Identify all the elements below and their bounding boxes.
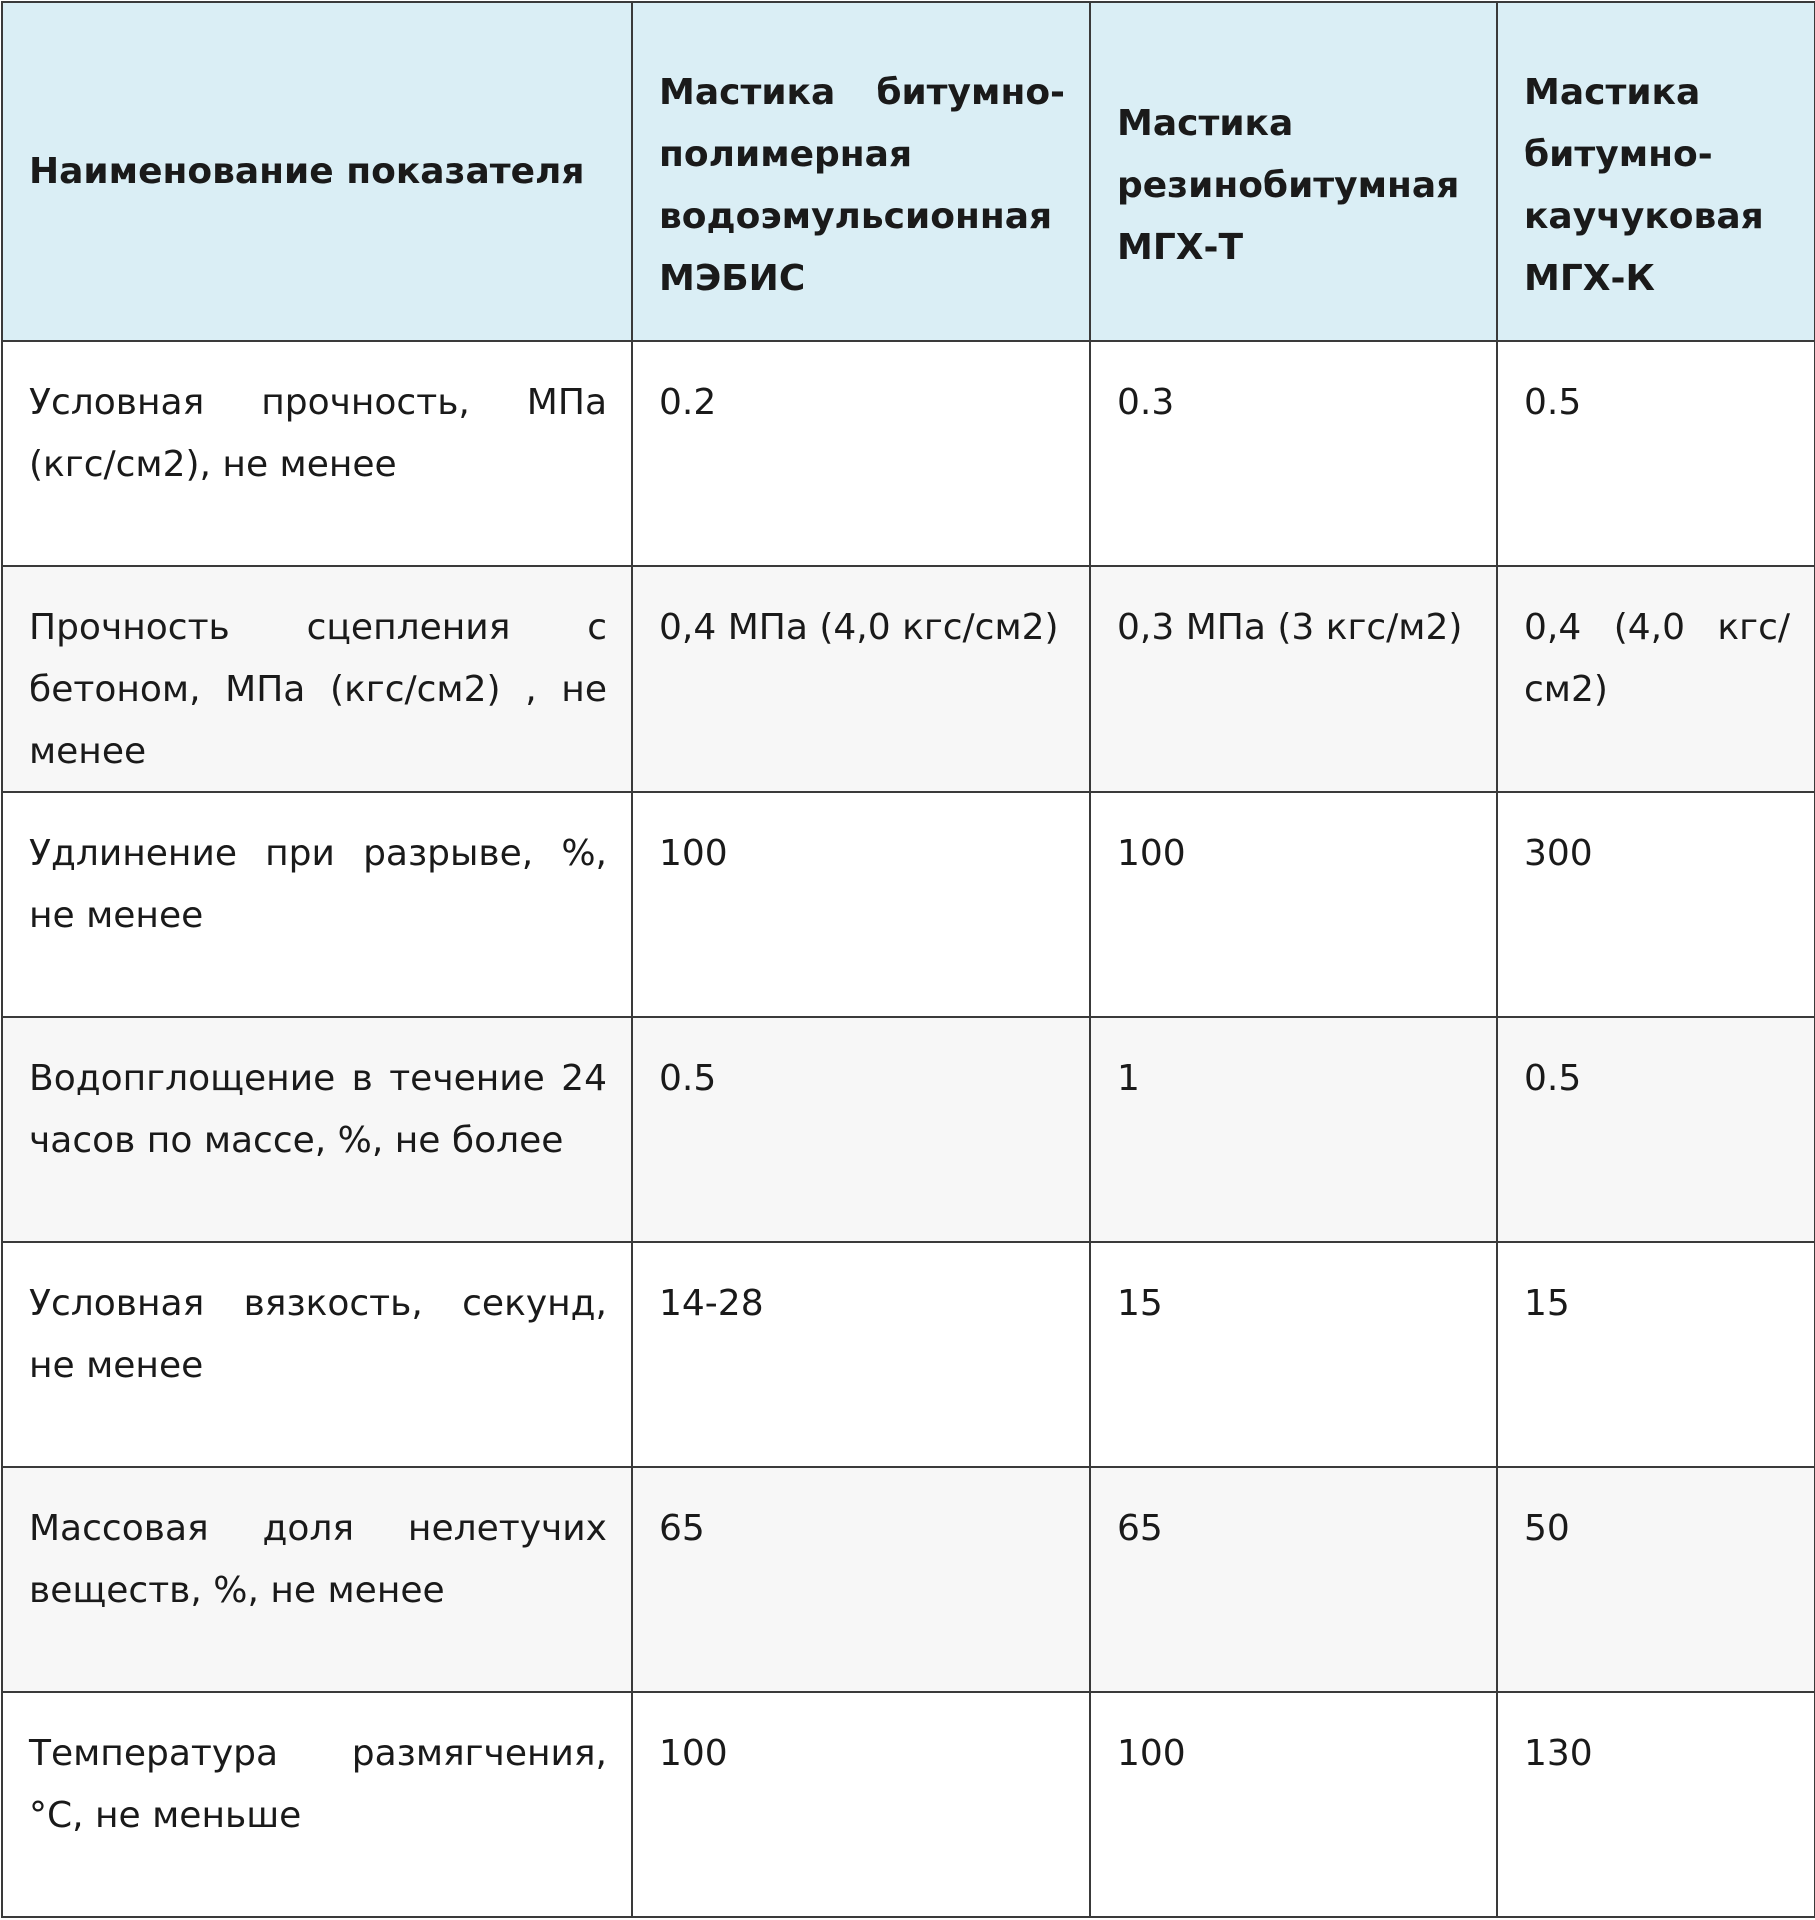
row-param: Температура размягчения, °С, не меньше (2, 1692, 632, 1917)
cell-mebis: 0.5 (632, 1017, 1090, 1242)
header-mgx-t: Мастика резинобитумная МГХ-Т (1090, 2, 1497, 341)
cell-mgx-k: 0,4 (4,0 кгс/см2) (1497, 566, 1815, 792)
cell-mebis: 100 (632, 1692, 1090, 1917)
cell-mgx-k: 130 (1497, 1692, 1815, 1917)
row-param: Массовая доля нелетучих веществ, %, не менее (2, 1467, 632, 1692)
cell-mgx-k: 0.5 (1497, 341, 1815, 566)
row-param: Удлинение при разрыве, %, не менее (2, 792, 632, 1017)
spec-table (1, 1, 1815, 1918)
cell-mebis: 65 (632, 1467, 1090, 1692)
cell-mgx-t: 100 (1090, 792, 1497, 1017)
header-parameter-name: Наименование показателя (2, 2, 632, 341)
cell-mgx-t: 100 (1090, 1692, 1497, 1917)
table-row (2, 566, 1815, 792)
row-param: Условная прочность, МПа (кгс/см2), не менее (2, 341, 632, 566)
table-row (2, 1692, 1815, 1917)
cell-mgx-t: 65 (1090, 1467, 1497, 1692)
cell-mgx-k: 15 (1497, 1242, 1815, 1467)
row-param: Прочность сцепления с бетоном, МПа (кгс/см2) , не менее (2, 566, 632, 792)
cell-mgx-k: 300 (1497, 792, 1815, 1017)
table-row (2, 1467, 1815, 1692)
table-row (2, 792, 1815, 1017)
cell-mgx-k: 50 (1497, 1467, 1815, 1692)
header-row (2, 2, 1815, 341)
row-param: Условная вязкость, секунд, не менее (2, 1242, 632, 1467)
cell-mgx-t: 0.3 (1090, 341, 1497, 566)
table-row (2, 1242, 1815, 1467)
header-mebis: Мастика битумно-полимерная водоэмульсионная МЭБИС (632, 2, 1090, 341)
cell-mgx-t: 0,3 МПа (3 кгс/м2) (1090, 566, 1497, 792)
cell-mebis: 14-28 (632, 1242, 1090, 1467)
table-row (2, 341, 1815, 566)
row-param: Водопглощение в течение 24 часов по массе, %, не более (2, 1017, 632, 1242)
header-mgx-k: Мастика битумно-каучуковая МГХ-К (1497, 2, 1815, 341)
cell-mgx-t: 1 (1090, 1017, 1497, 1242)
cell-mgx-t: 15 (1090, 1242, 1497, 1467)
cell-mebis: 0,4 МПа (4,0 кгс/см2) (632, 566, 1090, 792)
cell-mebis: 0.2 (632, 341, 1090, 566)
cell-mebis: 100 (632, 792, 1090, 1017)
table-row (2, 1017, 1815, 1242)
cell-mgx-k: 0.5 (1497, 1017, 1815, 1242)
